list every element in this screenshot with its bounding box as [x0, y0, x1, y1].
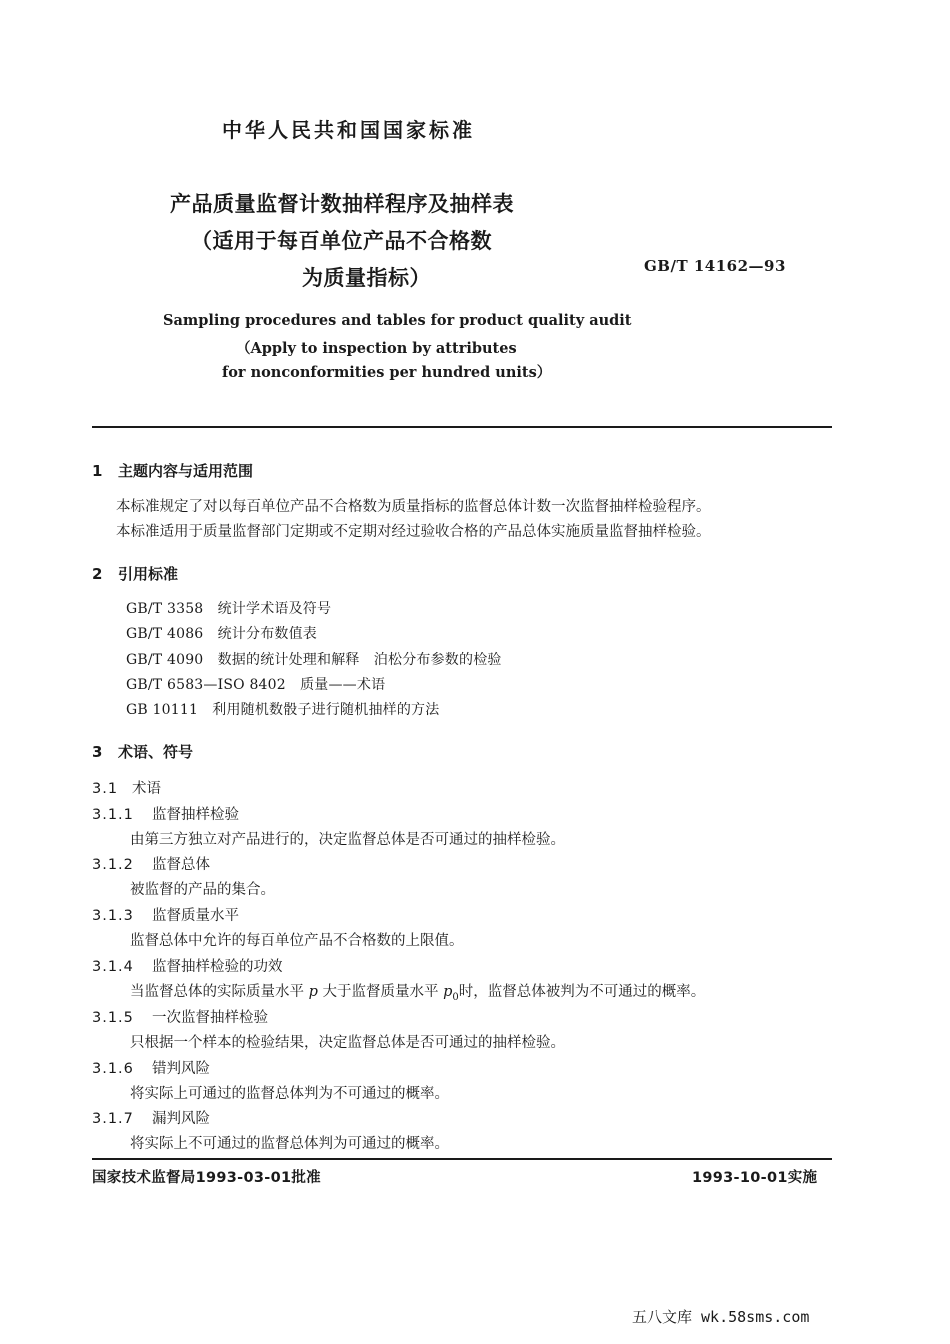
term-definition: 监督总体中允许的每百单位产品不合格数的上限值。: [130, 933, 464, 949]
term-definition: [130, 980, 705, 1003]
standard-code: GB/T 14162—93: [644, 257, 786, 275]
section-3-title: 术语、符号: [118, 743, 194, 761]
term-heading: [92, 853, 210, 874]
term-heading: [92, 904, 239, 925]
term-name: 监督总体: [152, 857, 210, 873]
watermark: 五八文库 wk.58sms.com: [632, 1308, 810, 1326]
term-number: 3.1.7: [92, 1111, 134, 1127]
implementation-date: 1993-10-01实施: [692, 1170, 818, 1186]
approval-date: 国家技术监督局1993-03-01批准: [92, 1170, 321, 1186]
subsection-title: 术语: [132, 781, 161, 797]
term-number: 3.1.5: [92, 1010, 134, 1026]
term-number: 3.1.4: [92, 959, 134, 975]
section-2-number: 2: [92, 565, 103, 583]
symbol-p0: p: [443, 984, 453, 1000]
footer-divider: [92, 1158, 832, 1160]
reference-item: GB/T 4086 统计分布数值表: [126, 626, 318, 642]
term-name: 一次监督抽样检验: [152, 1010, 268, 1026]
section-3-number: 3: [92, 743, 103, 761]
section-1-para-2: 本标准适用于质量监督部门定期或不定期对经过验收合格的产品总体实施质量监督抽样检验。: [116, 524, 711, 540]
issuing-authority-title: 中华人民共和国国家标准: [222, 118, 475, 142]
section-2-heading: [92, 563, 178, 584]
term-definition: 由第三方独立对产品进行的，决定监督总体是否可通过的抽样检验。: [130, 832, 565, 848]
term-definition: 将实际上可通过的监督总体判为不可通过的概率。: [130, 1086, 449, 1102]
term-definition: 被监督的产品的集合。: [130, 882, 275, 898]
term-definition: 只根据一个样本的检验结果，决定监督总体是否可通过的抽样检验。: [130, 1035, 565, 1051]
symbol-p0-subscript: 0: [452, 991, 459, 1003]
term-number: 3.1.3: [92, 908, 134, 924]
title-en-line2: （Apply to inspection by attributes: [236, 340, 517, 357]
section-1-number: 1: [92, 462, 103, 480]
reference-item: GB/T 6583—ISO 8402 质量——术语: [126, 677, 386, 693]
section-1-para-1: 本标准规定了对以每百单位产品不合格数为质量指标的监督总体计数一次监督抽样检验程序。: [116, 499, 711, 515]
term-name: 监督抽样检验: [152, 807, 239, 823]
title-en-line1: Sampling procedures and tables for product quality audit: [163, 312, 632, 329]
section-1-title: 主题内容与适用范围: [118, 462, 254, 480]
header-divider: [92, 426, 832, 428]
term-name: 错判风险: [152, 1061, 210, 1077]
term-heading: [92, 803, 239, 824]
definition-text: 大于监督质量水平: [322, 984, 439, 1000]
term-name: 监督质量水平: [152, 908, 239, 924]
title-en-line3: for nonconformities per hundred units）: [222, 364, 552, 381]
term-heading: [92, 955, 283, 976]
title-zh-line2: （适用于每百单位产品不合格数: [191, 229, 492, 253]
section-2-title: 引用标准: [118, 565, 179, 583]
term-name: 漏判风险: [152, 1111, 210, 1127]
title-zh-line3: 为质量指标）: [302, 266, 431, 290]
term-number: 3.1.1: [92, 807, 134, 823]
section-1-heading: [92, 460, 253, 481]
term-number: 3.1.2: [92, 857, 134, 873]
reference-item: GB/T 4090 数据的统计处理和解释 泊松分布参数的检验: [126, 652, 502, 668]
section-3-heading: [92, 741, 193, 762]
reference-item: GB 10111 利用随机数骰子进行随机抽样的方法: [126, 702, 440, 718]
symbol-p: p: [308, 984, 318, 1000]
subsection-3-1: [92, 777, 161, 798]
term-name: 监督抽样检验的功效: [152, 959, 283, 975]
term-heading: [92, 1006, 268, 1027]
definition-text: 时，监督总体被判为不可通过的概率。: [458, 984, 706, 1000]
subsection-number: 3.1: [92, 781, 119, 797]
term-number: 3.1.6: [92, 1061, 134, 1077]
title-zh-line1: 产品质量监督计数抽样程序及抽样表: [170, 192, 514, 216]
term-definition: 将实际上不可通过的监督总体判为可通过的概率。: [130, 1136, 449, 1152]
term-heading: [92, 1107, 210, 1128]
definition-text: 当监督总体的实际质量水平: [130, 984, 304, 1000]
term-heading: [92, 1057, 210, 1078]
reference-item: GB/T 3358 统计学术语及符号: [126, 601, 332, 617]
